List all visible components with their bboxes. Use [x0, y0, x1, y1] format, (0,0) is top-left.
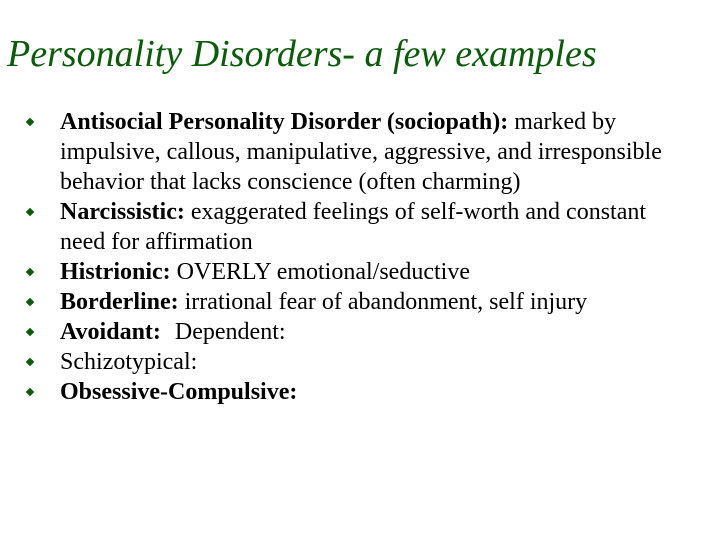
disorder-term: Avoidant: [60, 319, 161, 345]
disorder-description: OVERLY emotional/seductive [170, 259, 470, 285]
bullet-item-narcissistic [27, 197, 697, 257]
disorder-term: Narcissistic: [60, 199, 185, 225]
disorder-description: marked by impulsive, callous, manipulative, aggressive, and irresponsible behavior that lacks conscience (often charming) [60, 109, 662, 195]
disorder-term: Antisocial Personality Disorder (sociopath): [60, 109, 509, 135]
slide-title: Personality Disorders- a few examples [7, 33, 597, 75]
disorder-term: Obsessive-Compulsive: [60, 379, 298, 405]
disorder-term: Histrionic: [60, 259, 171, 285]
disorder-description: Schizotypical: [60, 349, 198, 375]
diamond-bullet-icon [26, 298, 34, 306]
bullet-list [27, 107, 697, 407]
diamond-bullet-icon [26, 328, 34, 336]
diamond-bullet-icon [26, 388, 34, 396]
bullet-item-borderline [27, 287, 697, 317]
disorder-description: irrational fear of abandonment, self injury [178, 289, 588, 315]
bullet-item-obsessive-compulsive [27, 377, 697, 407]
bullet-item-antisocial [27, 107, 697, 197]
disorder-term: Borderline: [60, 289, 179, 315]
diamond-bullet-icon [26, 358, 34, 366]
bullet-item-histrionic [27, 257, 697, 287]
bullet-item-schizotypical [27, 347, 697, 377]
diamond-bullet-icon [26, 118, 34, 126]
disorder-description: exaggerated feelings of self-worth and constant need for affirmation [60, 199, 647, 255]
disorder-description: Dependent: [174, 319, 286, 345]
diamond-bullet-icon [26, 208, 34, 216]
bullet-item-avoidant [27, 317, 697, 347]
diamond-bullet-icon [26, 268, 34, 276]
